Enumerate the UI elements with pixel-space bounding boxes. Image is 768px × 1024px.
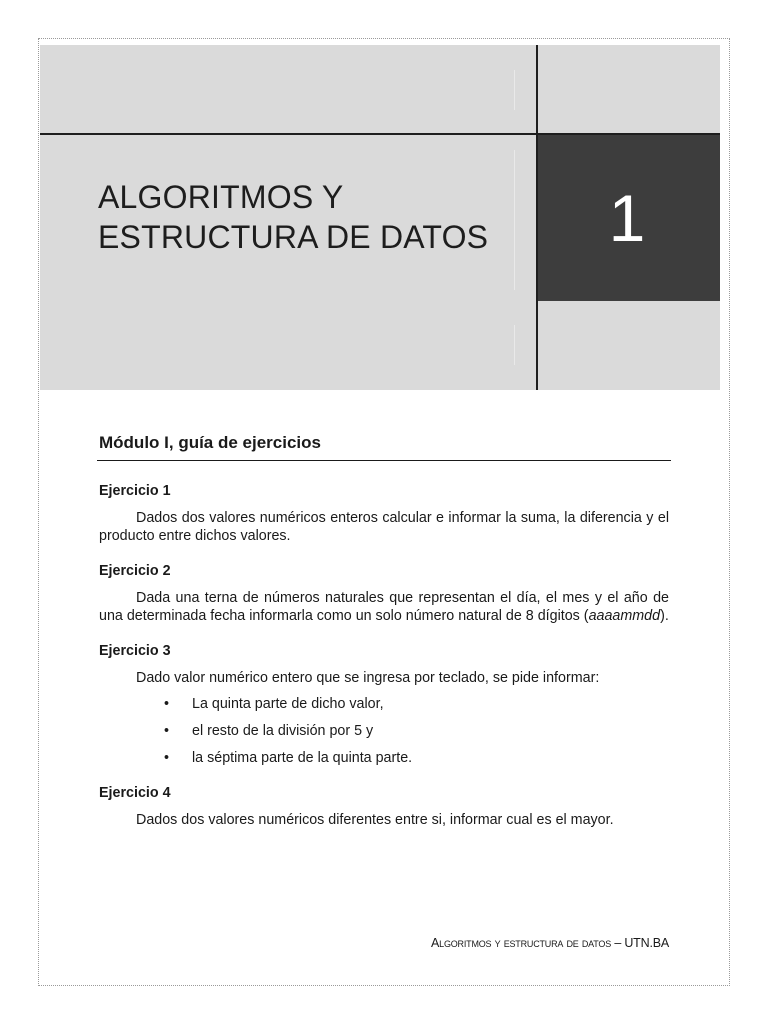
document-title [98, 177, 488, 257]
exercise-text [99, 589, 669, 625]
header-divider-decor [514, 70, 515, 110]
date-format-code: aaaammdd [588, 608, 661, 624]
exercise-title: Ejercicio 2 [99, 563, 171, 579]
exercise-text-part: Dada una terna de números naturales que representan el día, el mes y el año de una determinada fecha informarla como un solo número natural de 8 dígitos ( [99, 590, 669, 624]
exercise-text-part: ). [660, 608, 669, 624]
bullet-icon: • [164, 723, 170, 739]
exercise-text: Dado valor numérico entero que se ingresa por teclado, se pide informar: [136, 670, 600, 686]
exercise-1 [99, 482, 669, 545]
exercise-3 [99, 642, 669, 767]
footer-separator: – [614, 936, 622, 950]
footer-org: UTN.BA [624, 936, 669, 950]
chapter-number: 1 [608, 181, 646, 255]
exercise-text: Dados dos valores numéricos enteros calcular e informar la suma, la diferencia y el producto entre dichos valores. [99, 510, 669, 544]
list-item: • el resto de la división por 5 y [164, 723, 374, 739]
header-divider-decor [514, 325, 515, 365]
title-line-1: ALGORITMOS Y [98, 179, 344, 215]
title-line-2: ESTRUCTURA DE DATOS [98, 219, 489, 255]
list-item: • La quinta parte de dicho valor, [164, 696, 384, 712]
section-title: Módulo I, guía de ejercicios [99, 433, 321, 452]
exercise-text: Dados dos valores numéricos diferentes entre si, informar cual es el mayor. [136, 812, 614, 828]
exercise-title: Ejercicio 1 [99, 483, 171, 499]
footer-title: Algoritmos y estructura de datos [431, 936, 612, 950]
exercise-list [99, 482, 669, 829]
exercise-title: Ejercicio 3 [99, 643, 171, 659]
page-footer [431, 936, 669, 950]
exercise-4 [99, 784, 669, 829]
list-item: • la séptima parte de la quinta parte. [164, 750, 413, 766]
section-rule [97, 460, 671, 461]
bullet-icon: • [164, 750, 170, 766]
exercise-title: Ejercicio 4 [99, 785, 171, 801]
header-divider-decor [514, 150, 515, 290]
chapter-box [538, 135, 720, 301]
bullet-icon: • [164, 696, 170, 712]
bullet-list [99, 695, 669, 767]
exercise-2 [99, 562, 669, 625]
